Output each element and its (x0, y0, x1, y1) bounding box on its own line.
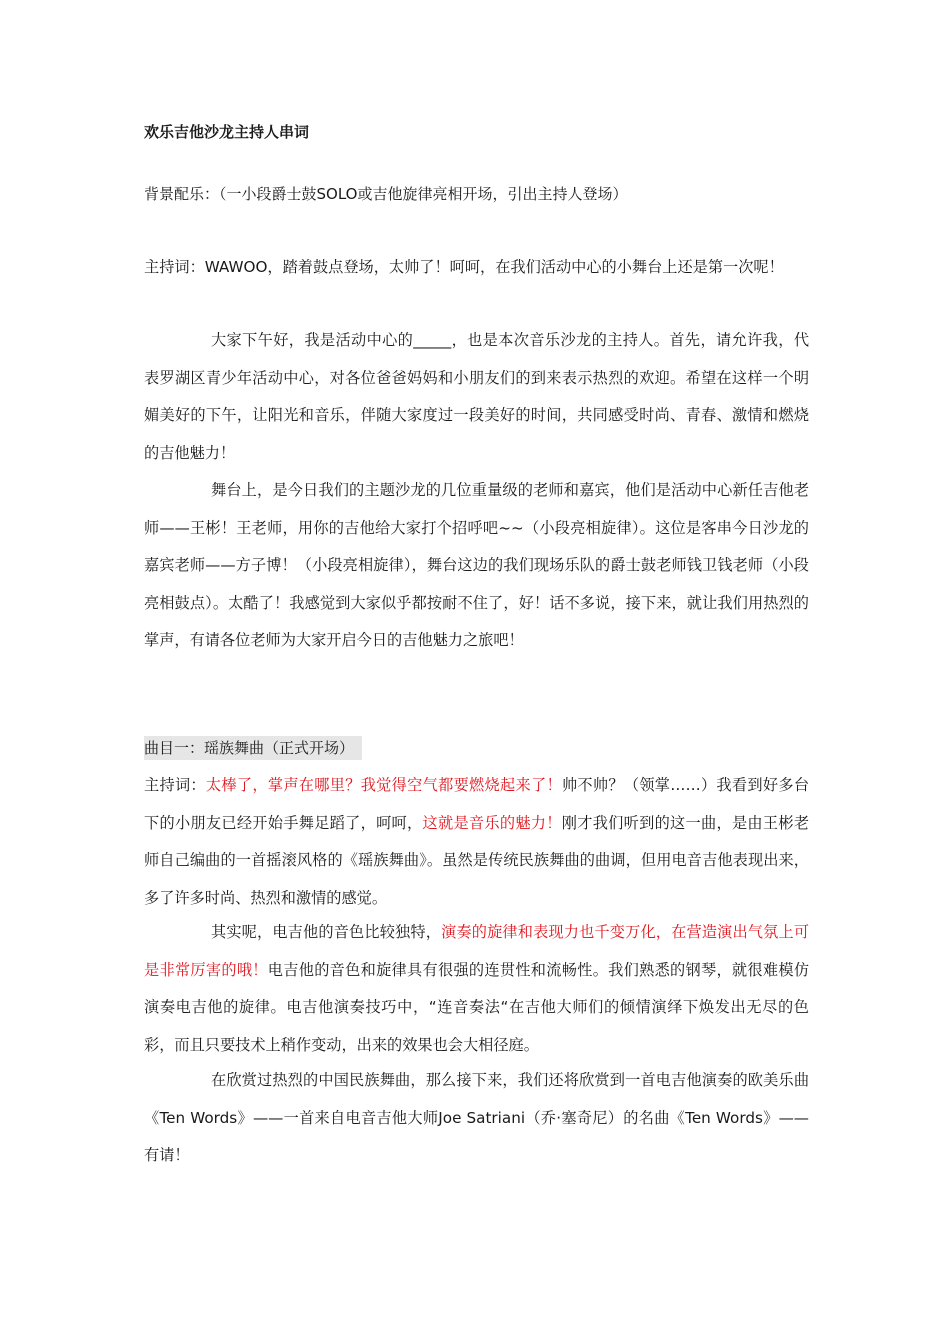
song1-heading: 曲目一：瑶族舞曲（正式开场） (144, 736, 362, 760)
emphasis-text: 太棒了，掌声在哪里？我觉得空气都要燃烧起来了！ (205, 776, 562, 794)
intro-guests-paragraph: 舞台上，是今日我们的主题沙龙的几位重量级的老师和嘉宾，他们是活动中心新任吉他老师——王彬！王老师，用你的吉他给大家打个招呼吧~~（小段亮相旋律）。这位是客串今日沙龙的嘉宾老师——方子博！（小段亮相旋律），舞台这边的我们现场乐队的爵士鼓老师钱卫钱老师（小段亮相鼓点）。太酷了！我感觉到大家似乎都按耐不住了，好！话不多说，接下来，就让我们用热烈的掌声，有请各位老师为大家开启今日的吉他魅力之旅吧！ (144, 481, 809, 650)
body-text: 电吉他的音色和旋律具有很强的连贯性和流畅性。我们熟悉的钢琴，就很难模仿演奏电吉他的旋律。电吉他演奏技巧中，“连音奏法“在吉他大师们的倾情演绎下焕发出无尽的色彩，而且只要技术上稍作变动，出来的效果也会大相径庭。 (144, 960, 810, 1054)
emphasis-text: 这就是音乐的魅力！ (422, 813, 562, 832)
intro-welcome-paragraph: 大家下午好，我是活动中心的_____，也是本次音乐沙龙的主持人。首先，请允许我，代表罗湖区青少年活动中心，对各位爸爸妈妈和小朋友们的到来表示热烈的欢迎。希望在这样一个明媚美好的下午，让阳光和音乐，伴随大家度过一段美好的时间，共同感受时尚、青春、激情和燃烧的吉他魅力！ (144, 331, 809, 462)
song1-next-song-paragraph: 在欣赏过热烈的中国民族舞曲，那么接下来，我们还将欣赏到一首电吉他演奏的欧美乐曲《Ten Words》——一首来自电音吉他大师Joe Satriani（乔·塞奇尼）的名曲《Ten Words》——有请！ (144, 1071, 809, 1165)
background-music-note: 背景配乐：（一小段爵士鼓SOLO或吉他旋律亮相开场，引出主持人登场） (144, 185, 628, 203)
song1-guitar-paragraph (144, 914, 809, 1064)
body-text: 帅不帅？（领掌……）我看到好多台下的小朋友已经开始手舞足蹈了，呵呵， (144, 776, 810, 832)
body-text: 其实呢，电吉他的音色比较独特， (211, 923, 442, 941)
intro-host-line: 主持词：WAWOO，踏着鼓点登场，太帅了！呵呵，在我们活动中心的小舞台上还是第一次呢！ (144, 258, 784, 276)
emphasis-text: 演奏的旋律和表现力也千变万化，在营造演出气氛上可是非常厉害的哦！ (144, 923, 810, 979)
song1-host-paragraph (144, 767, 809, 917)
host-label: 主持词： (144, 776, 206, 794)
body-text: 刚才我们听到的这一曲，是由王彬老师自己编曲的一首摇滚风格的《瑶族舞曲》。虽然是传统民族舞曲的曲调，但用电音吉他表现出来，多了许多时尚、热烈和激情的感觉。 (144, 813, 810, 907)
document-title: 欢乐吉他沙龙主持人串词 (144, 123, 310, 141)
